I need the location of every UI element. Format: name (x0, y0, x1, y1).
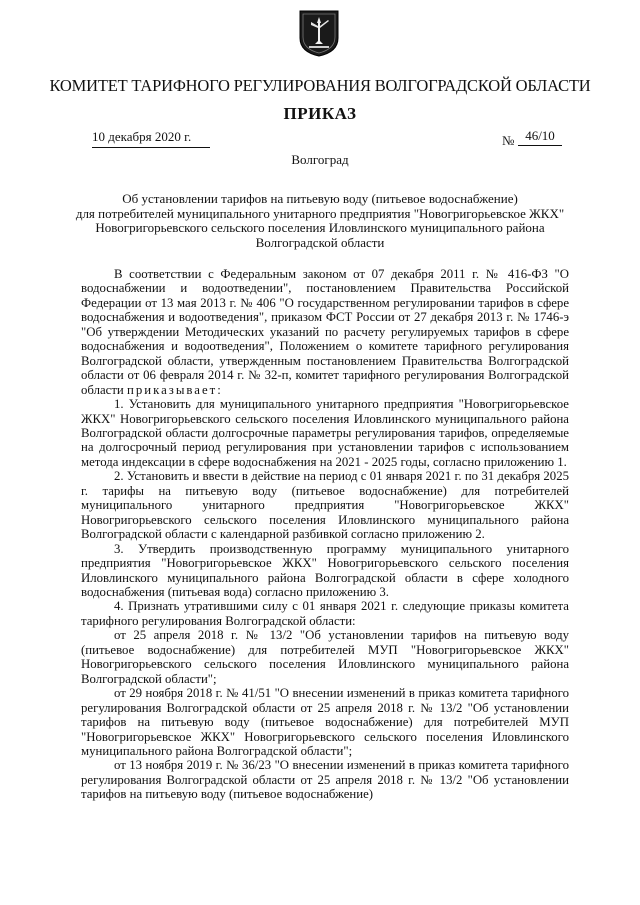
volgograd-coat-of-arms-icon (297, 8, 341, 58)
number-sign: № (502, 133, 515, 148)
document-type: ПРИКАЗ (283, 104, 357, 123)
preamble-text: В соответствии с Федеральным законом от 07 декабря 2011 г. № 416-ФЗ "О водоснабжении и водоотведении", постановлением Правительства Российской Федерации от 13 мая 2013 г. № 406 "О государственном регулировании тарифов в сфере водоснабжения и водоотведения", приказом ФСТ России от 27 декабря 2013 г. № 1746-э "Об утверждении Методических указаний по расчету регулируемых тарифов в сфере водоснабжения и водоотведения", Положением о комитете тарифного регулирования Волгоградской области, утвержденным постановлением Правительства Волгоградской области от 06 февраля 2014 г. № 32-п, комитет тарифного регулирования Волгоградской области (81, 267, 569, 397)
order-body (81, 267, 569, 802)
city: Волгоград (291, 152, 349, 167)
order-subject (60, 192, 580, 250)
clause-paragraph: 1. Установить для муниципального унитарного предприятия "Новогригорьевское ЖКХ" Новогригорьевского сельского поселения Иловлинского муниципального района Волгоградской области долгосрочные параметры регулирования тарифов, определяемые на долгосрочный период регулирования при установлении тарифов с использованием метода индексации в сфере водоснабжения на 2021 - 2025 годы, согласно приложению 1. (81, 397, 569, 469)
subject-line: Об установлении тарифов на питьевую воду (питьевое водоснабжение) (122, 191, 518, 206)
committee-name: КОМИТЕТ ТАРИФНОГО РЕГУЛИРОВАНИЯ ВОЛГОГРАДСКОЙ ОБЛАСТИ (49, 76, 591, 95)
order-number: 46/10 (518, 128, 562, 146)
repealed-order-item: от 25 апреля 2018 г. № 13/2 "Об установлении тарифов на питьевую воду (питьевое водоснабжение) для потребителей МУП "Новогригорьевское ЖКХ" Новогригорьевского сельского поселения Иловлинского муниципального района Волгоградской области"; (81, 628, 569, 686)
emblem (297, 8, 341, 58)
repealed-order-item: от 13 ноября 2019 г. № 36/23 "О внесении изменений в приказ комитета тарифного регулирования Волгоградской области от 25 апреля 2018 г. № 13/2 "Об установлении тарифов на питьевую воду (питьевое водоснабжение) (81, 758, 569, 802)
clause-paragraph: 3. Утвердить производственную программу муниципального унитарного предприятия "Новогригорьевское ЖКХ" Новогригорьевского сельского поселения Иловлинского муниципального района Волгоградской области в сфере холодного водоснабжения (питьевая вода) согласно приложению 3. (81, 541, 569, 599)
preamble-paragraph (81, 267, 569, 397)
subject-line: для потребителей муниципального унитарного предприятия "Новогригорьевское ЖКХ" (75, 205, 565, 221)
order-date: 10 декабря 2020 г. (92, 129, 210, 148)
repealed-order-item: от 29 ноября 2018 г. № 41/51 "О внесении изменений в приказ комитета тарифного регулирования Волгоградской области от 25 апреля 2018 г. № 13/2 "Об установлении тарифов на питьевую воду (питьевое водоснабжение) для потребителей МУП "Новогригорьевское ЖКХ" Новогригорьевского сельского поселения Иловлинского муниципального района Волгоградской области"; (81, 686, 569, 758)
subject-line: Волгоградской области (255, 234, 385, 250)
subject-line: Новогригорьевского сельского поселения Иловлинского муниципального района (95, 220, 545, 236)
orders-word: приказывает: (126, 382, 223, 397)
clause-paragraph: 4. Признать утратившими силу с 01 января 2021 г. следующие приказы комитета тарифного регулирования Волгоградской области: (81, 599, 569, 628)
clause-paragraph: 2. Установить и ввести в действие на период с 01 января 2021 г. по 31 декабря 2025 г. тарифы на питьевую воду (питьевое водоснабжение) для потребителей муниципального унитарного предприятия "Новогригорьевское ЖКХ" Новогригорьевского сельского поселения Иловлинского муниципального района Волгоградской области с календарной разбивкой согласно приложению 2. (81, 469, 569, 542)
